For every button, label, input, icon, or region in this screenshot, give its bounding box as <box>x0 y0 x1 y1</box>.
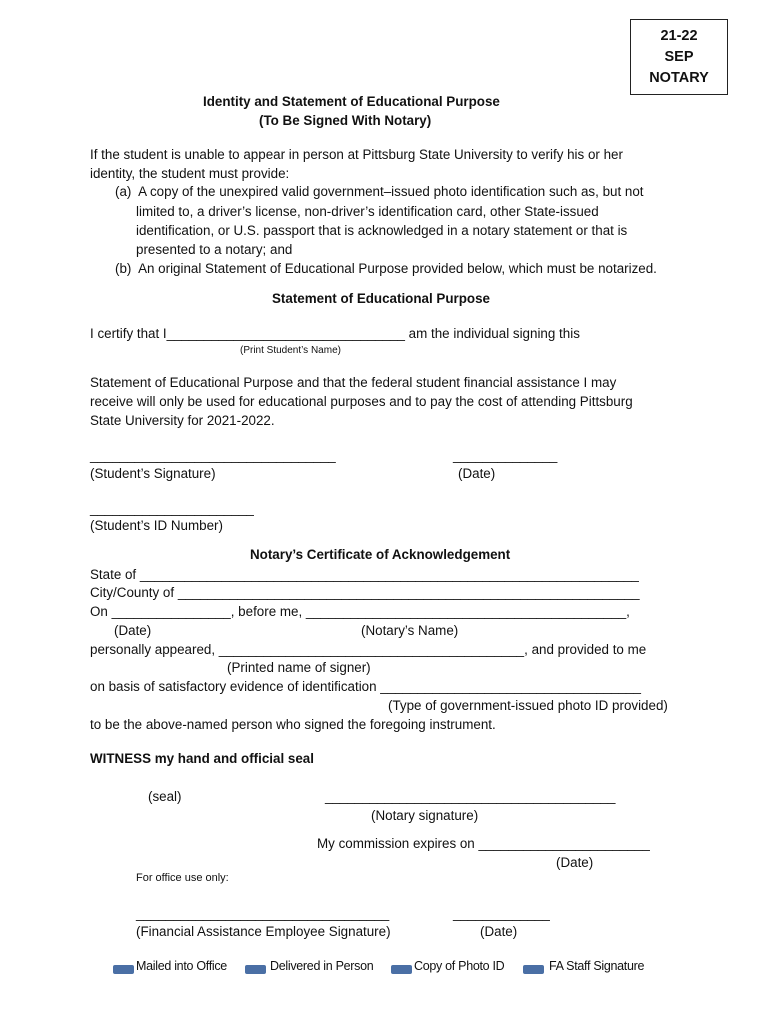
requirement-a: presented to a notary; and <box>136 242 293 257</box>
requirement-a: identification, or U.S. passport that is acknowledged in a notary statement or that is <box>136 223 628 238</box>
commission-field[interactable]: My commission expires on _______________________ <box>317 836 650 851</box>
student-signature-line[interactable]: _________________________________ <box>90 448 336 463</box>
mailed-checkbox-label: Mailed into Office <box>136 959 227 973</box>
form-notary-label: NOTARY <box>649 70 709 86</box>
requirement-b: (b) An original Statement of Educational Purpose provided below, which must be notarized. <box>115 261 657 276</box>
print-name-caption: (Print Student’s Name) <box>240 345 341 356</box>
requirement-a: limited to, a driver’s license, non-driver’s identification card, other State-issued <box>136 204 599 219</box>
signer-field[interactable]: personally appeared, _________________________________________, and provided to me <box>90 642 647 657</box>
photo-id-checkbox-label: Copy of Photo ID <box>414 959 505 973</box>
student-date-line[interactable]: ______________ <box>453 448 558 463</box>
photo-id-checkbox[interactable] <box>391 965 412 974</box>
student-signature-caption: (Student’s Signature) <box>90 466 216 481</box>
id-type-caption: (Type of government-issued photo ID provided) <box>388 698 668 713</box>
certify-line: I certify that I________________________________ am the individual signing this <box>90 326 580 341</box>
mailed-checkbox[interactable] <box>113 965 134 974</box>
form-code-box <box>630 19 728 95</box>
student-id-caption: (Student’s ID Number) <box>90 518 223 533</box>
intro-text: If the student is unable to appear in person at Pittsburg State University to verify his or her <box>90 147 623 162</box>
notary-date-caption: (Date) <box>114 623 152 638</box>
seal-label: (seal) <box>148 789 182 804</box>
state-field[interactable]: State of ___________________________________________________________________ <box>90 567 639 582</box>
office-use-label: For office use only: <box>136 872 229 884</box>
witness-heading: WITNESS my hand and official seal <box>90 751 314 766</box>
page-title: Identity and Statement of Educational Purpose <box>203 94 500 109</box>
notary-date-name-field[interactable]: On ________________, before me, ___________________________________________, <box>90 604 630 619</box>
requirement-a: (a) A copy of the unexpired valid government–issued photo identification such as, but not <box>115 184 644 199</box>
student-date-caption: (Date) <box>458 466 496 481</box>
notary-heading: Notary’s Certificate of Acknowledgement <box>250 547 511 562</box>
employee-signature-line[interactable]: __________________________________ <box>136 906 390 921</box>
page-subtitle: (To Be Signed With Notary) <box>259 113 432 128</box>
delivered-checkbox[interactable] <box>245 965 266 974</box>
delivered-checkbox-label: Delivered in Person <box>270 959 374 973</box>
fa-staff-checkbox-label: FA Staff Signature <box>549 959 645 973</box>
above-named-text: to be the above-named person who signed the foregoing instrument. <box>90 717 496 732</box>
county-field[interactable]: City/County of ______________________________________________________________ <box>90 585 640 600</box>
intro-text: identity, the student must provide: <box>90 166 290 181</box>
employee-signature-caption: (Financial Assistance Employee Signature) <box>136 924 391 939</box>
signer-caption: (Printed name of signer) <box>227 660 371 675</box>
notary-signature-line[interactable]: _______________________________________ <box>325 789 616 804</box>
fa-staff-checkbox[interactable] <box>523 965 544 974</box>
statement-body: receive will only be used for educational purposes and to pay the cost of attending Pittsburg <box>90 394 633 409</box>
statement-body: Statement of Educational Purpose and that the federal student financial assistance I may <box>90 375 617 390</box>
form-type: SEP <box>664 49 694 65</box>
employee-date-line[interactable]: _____________ <box>453 906 550 921</box>
notary-signature-caption: (Notary signature) <box>371 808 479 823</box>
student-id-line[interactable]: ______________________ <box>90 501 254 516</box>
employee-date-caption: (Date) <box>480 924 518 939</box>
notary-name-caption: (Notary’s Name) <box>361 623 459 638</box>
statement-body: State University for 2021-2022. <box>90 413 275 428</box>
id-evidence-field[interactable]: on basis of satisfactory evidence of identification ___________________________________ <box>90 679 641 694</box>
commission-date-caption: (Date) <box>556 855 594 870</box>
form-year: 21-22 <box>660 28 698 44</box>
statement-heading: Statement of Educational Purpose <box>272 291 491 306</box>
